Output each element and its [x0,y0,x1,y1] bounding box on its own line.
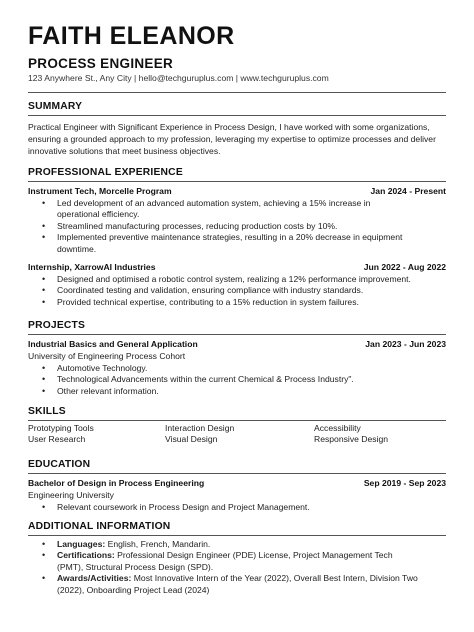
job-entry [28,261,446,308]
bullet-line: downtime. [57,243,97,254]
skill-item: Prototyping Tools [28,423,94,433]
summary-section [28,101,446,158]
project-org: University of Engineering Process Cohort [28,351,186,361]
skills-column [165,423,314,446]
additional-item [42,539,446,550]
skill-item: Accessibility [314,423,361,433]
bullet-line: • Led development of an advanced automation system, achieving a 15% increase in [57,198,371,208]
projects-heading: PROJECTS [28,320,446,335]
skills-section [28,406,446,446]
summary-line: innovative solutions that meet business objectives. [28,146,221,157]
skills-grid [28,423,446,446]
contact-line: 123 Anywhere St., Any City | hello@techguruplus.com | www.techguruplus.com [28,73,329,83]
summary-text [28,121,446,158]
project-entry [28,338,446,397]
additional-label: Awards/Activities: [57,573,132,584]
project-name: Industrial Basics and General Application [28,339,198,349]
education-entry [28,477,446,513]
bullet-line: • Coordinated testing and validation, ensuring compliance with industry standards. [57,285,364,296]
job-bullet [42,274,446,285]
project-dates: Jan 2023 - Jun 2023 [365,339,446,349]
bullet-line: operational efficiency. [57,209,140,220]
additional-heading: ADDITIONAL INFORMATION [28,521,446,536]
education-bullet: • Relevant coursework in Process Design and Project Management. [42,502,446,513]
experience-section [28,167,446,308]
school-name: Engineering University [28,490,114,500]
additional-value: Most Innovative Intern of the Year (2022), Overall Best Intern, Division Two [133,573,418,584]
experience-heading: PROFESSIONAL EXPERIENCE [28,167,446,182]
job-bullet [42,198,446,221]
candidate-name: FAITH ELEANOR [28,22,235,50]
project-bullet: • Technological Advancements within the current Chemical & Process Industry". [42,374,446,385]
project-bullet: • Other relevant information. [42,386,446,397]
degree-dates: Sep 2019 - Sep 2023 [363,478,446,488]
project-bullet: • Automotive Technology. [42,363,446,374]
header-divider [28,92,446,93]
education-heading: EDUCATION [28,459,446,474]
skill-item: User Research [28,434,86,445]
additional-label: Certifications: [57,550,115,561]
skill-item: Visual Design [165,434,218,445]
additional-value: Professional Design Engineer (PDE) License, Project Management Tech [117,550,393,561]
candidate-title: PROCESS ENGINEER [28,56,174,71]
bullet-line: • Implemented preventive maintenance strategies, resulting in a 20% decrease in equipment [57,232,403,243]
skills-heading: SKILLS [28,406,446,421]
job-entry [28,185,446,255]
bullet-line: • Designed and optimised a robotic control system, realizing a 12% performance improvement. [57,274,411,285]
skills-column [28,423,165,446]
additional-section [28,521,446,596]
additional-item [42,550,446,573]
degree-name: Bachelor of Design in Process Engineering [28,478,205,488]
job-dates: Jan 2024 - Present [370,186,446,196]
additional-value: (2022), Onboarding Project Lead (2024) [57,584,210,595]
skills-column [314,423,446,446]
projects-section [28,320,446,397]
additional-item [42,573,446,596]
summary-line: ensuring a grounded approach to my profession, leveraging my expertise to optimize processes and deliver [28,134,436,145]
skill-item: Interaction Design [165,423,235,433]
job-dates: Jun 2022 - Aug 2022 [363,262,446,273]
summary-line: Practical Engineer with Significant Experience in Process Design, I have worked with some organizations, [28,122,430,132]
job-role: Internship, XarrowAI Industries [28,262,156,273]
summary-heading: SUMMARY [28,101,446,116]
additional-value: (PMT), Structural Process Design (SPD). [57,561,214,572]
bullet-line: • Provided technical expertise, contributing to a 15% reduction in system failures. [57,296,359,307]
education-section [28,459,446,513]
job-bullet [42,221,446,232]
additional-value: English, French, Mandarin. [107,539,211,549]
bullet-line: • Streamlined manufacturing processes, reducing production costs by 10%. [57,220,338,231]
skill-item: Responsive Design [314,434,389,445]
job-bullet [42,285,446,296]
job-bullet [42,297,446,308]
job-role: Instrument Tech, Morcelle Program [28,186,172,196]
job-bullet [42,232,446,255]
additional-label: Languages: [57,539,106,549]
